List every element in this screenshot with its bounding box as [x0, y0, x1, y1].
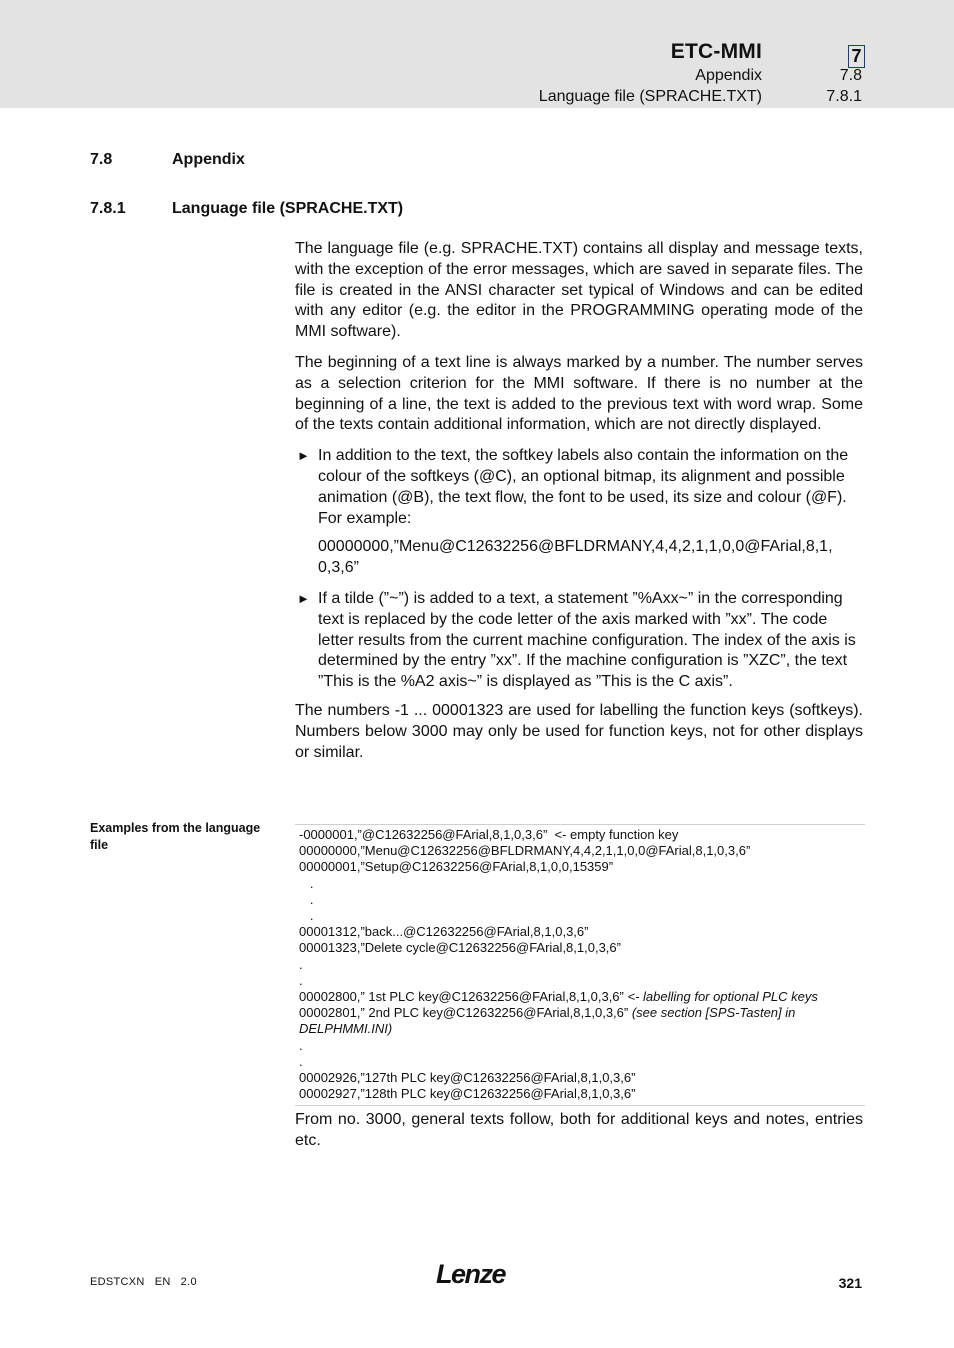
section-number: 7.8 [90, 151, 113, 168]
example-ellipsis: . [299, 875, 314, 891]
bullet-item [295, 589, 863, 693]
paragraph: The beginning of a text line is always marked by a number. The number serves as a selection criterion for the MMI software. If there is no number at the beginning of a line, the text is added to the previous text with word wrap. Some of the texts contain additional information, which are not directly displayed. [295, 353, 863, 434]
example-comment: (see section [SPS-Tasten] in [631, 1005, 796, 1021]
example-line: 00002926,”127th PLC key@C12632256@FArial,8,1,0,3,6” [299, 1070, 636, 1086]
header-section-number: 7.8 [839, 67, 862, 84]
document-id: EDSTCXN EN 2.0 [90, 1276, 197, 1288]
paragraph: From no. 3000, general texts follow, both for additional keys and notes, entries etc. [295, 1111, 863, 1149]
paragraph: The numbers -1 ... 00001323 are used for labelling the function keys (softkeys). Numbers below 3000 may only be used for function keys, not for other displays or similar. [295, 701, 863, 761]
header-subsection-number: 7.8.1 [826, 88, 862, 105]
examples-margin-label: Examples from the language file [90, 821, 261, 852]
example-comment: <- labelling for optional PLC keys [627, 989, 818, 1005]
example-line: 00001312,”back...@C12632256@FArial,8,1,0,3,6” [299, 924, 589, 940]
example-line: 00000000,”Menu@C12632256@BFLDRMANY,4,4,2,1,1,0,0@FArial,8,1,0,3,6” [299, 843, 751, 859]
example-ellipsis: . [299, 1053, 303, 1069]
example-code: 00002800,” 1st PLC key@C12632256@FArial,8,1,0,3,6” [299, 989, 628, 1005]
bullet-text: If a tilde (”~”) is added to a text, a statement ”%Axx~” in the corresponding text is replaced by the code letter of the axis marked with ”xx”. The code letter results from the current machine configuration. The index of the axis is determined by the entry ”xx”. If the machine configuration is ”XZC”, the text ”This is the %A2 axis~” is displayed as ”This is the C axis”. [318, 589, 856, 691]
example-line: 00000001,”Setup@C12632256@FArial,8,1,0,0,15359” [299, 859, 614, 875]
body-text-continued [295, 1110, 863, 1162]
subsection-number: 7.8.1 [90, 200, 126, 217]
example-comment: DELPHMMI.INI) [299, 1021, 393, 1037]
page-number: 321 [838, 1275, 862, 1291]
example-ellipsis: . [299, 908, 314, 924]
example-line [299, 1005, 859, 1021]
example-line: 00002927,”128th PLC key@C12632256@FArial,8,1,0,3,6” [299, 1086, 636, 1102]
examples-box [295, 824, 865, 1106]
bullet-item [295, 446, 863, 529]
triangle-bullet-icon: ► [297, 448, 310, 464]
page-header [0, 0, 954, 108]
example-line [299, 989, 859, 1005]
example-line: -0000001,”@C12632256@FArial,8,1,0,3,6” <- empty function key [299, 827, 679, 842]
header-title: ETC-MMI [670, 40, 762, 63]
section-title: Appendix [172, 151, 245, 168]
example-code: 00002801,” 2nd PLC key@C12632256@FArial,8,1,0,3,6” [299, 1005, 632, 1021]
example-ellipsis: . [299, 956, 303, 972]
header-section-label: Appendix [695, 67, 762, 84]
example-line: 00001323,”Delete cycle@C12632256@FArial,8,1,0,3,6” [299, 940, 621, 956]
chapter-number-box[interactable]: 7 [848, 45, 865, 68]
body-text [295, 239, 863, 773]
example-ellipsis: . [299, 891, 314, 907]
bullet-example-code: 00000000,”Menu@C12632256@BFLDRMANY,4,4,2,1,1,0,0@FArial,8,1, 0,3,6” [318, 538, 833, 577]
paragraph: The language file (e.g. SPRACHE.TXT) contains all display and message texts, with the exception of the error messages, which are saved in separate files. The file is created in the ANSI character set typical of Windows and can be edited with any editor (e.g. the editor in the PROGRAMMING operating mode of the MMI software). [295, 240, 863, 341]
triangle-bullet-icon: ► [297, 590, 310, 606]
lenze-logo: Lenze [436, 1259, 506, 1289]
example-ellipsis: . [299, 972, 303, 988]
header-subsection-label: Language file (SPRACHE.TXT) [538, 88, 762, 105]
bullet-text: In addition to the text, the softkey labels also contain the information on the colour of the softkeys (@C), an optional bitmap, its alignment and possible animation (@B), the text flow, the font to be used, its size and colour (@F). For example: [318, 447, 849, 527]
example-ellipsis: . [299, 1037, 303, 1053]
subsection-title: Language file (SPRACHE.TXT) [172, 200, 404, 217]
